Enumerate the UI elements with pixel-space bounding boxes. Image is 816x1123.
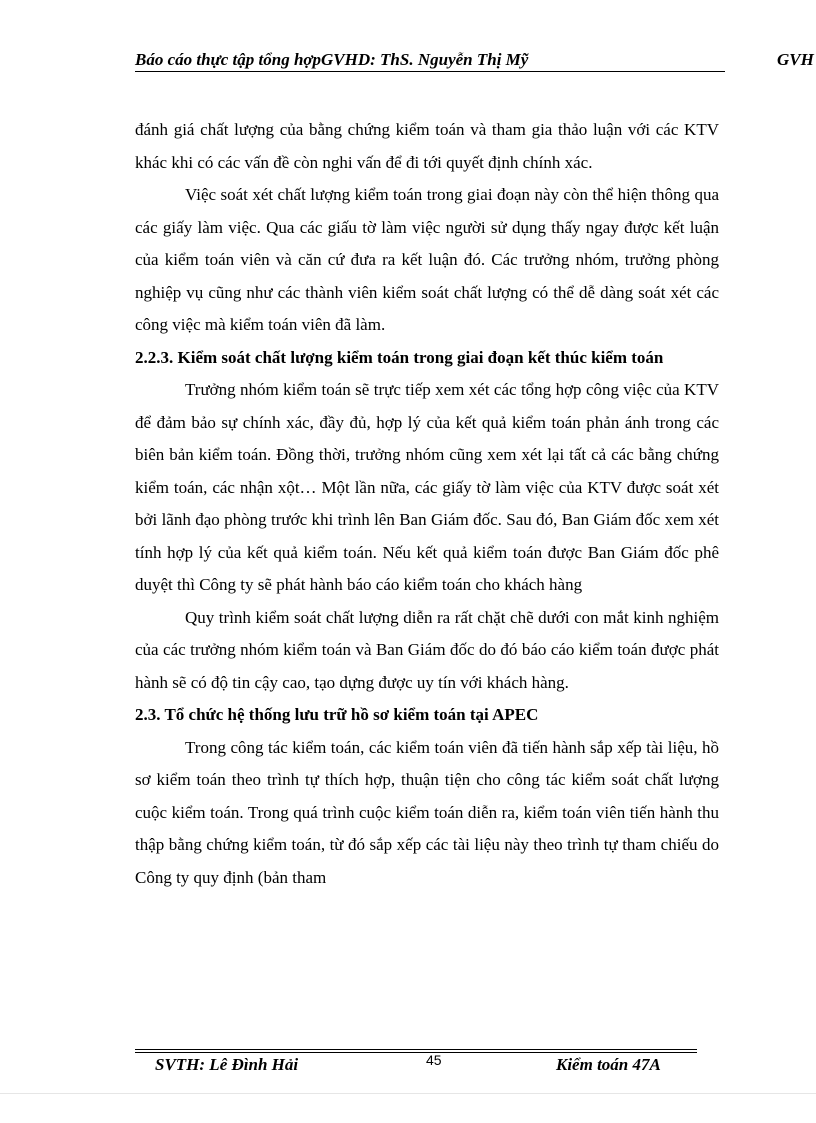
footer-rule bbox=[135, 1052, 697, 1053]
paragraph-continued: đánh giá chất lượng của bằng chứng kiểm toán và tham gia thảo luận với các KTV khác khi có các vấn đề còn nghi vấn để đi tới quyết định chính xác. bbox=[135, 120, 719, 172]
section-heading: 2.2.3. Kiểm soát chất lượng kiểm toán trong giai đoạn kết thúc kiểm toán bbox=[135, 347, 664, 367]
page-number: 45 bbox=[426, 1052, 442, 1068]
footer-author: SVTH: Lê Đình Hải bbox=[155, 1055, 299, 1074]
paragraph: Trưởng nhóm kiểm toán sẽ trực tiếp xem xét các tổng hợp công việc của KTV để đảm bảo sự chính xác, đầy đủ, hợp lý của kết quả kiểm toán phản ánh trong các biên bản kiểm toán. Đồng thời, trưởng nhóm cũng xem xét lại tất cả các bằng chứng kiểm toán, các nhận xột… Một lần nữa, các giấy tờ làm việc của KTV được soát xét bởi lãnh đạo phòng trước khi trình lên Ban Giám đốc. Sau đó, Ban Giám đốc xem xét tính hợp lý của kết quả kiểm toán. Nếu kết quả kiểm toán được Ban Giám đốc phê duyệt thì Công ty sẽ phát hành báo cáo kiểm toán cho khách hàng bbox=[135, 380, 719, 594]
running-header-overflow: GVH bbox=[777, 50, 814, 69]
paragraph: Việc soát xét chất lượng kiểm toán trong giai đoạn này còn thể hiện thông qua các giấy làm việc. Qua các giấu tờ làm việc người sử dụng thấy ngay được kết luận của kiểm toán viên và căn cứ đưa ra kết luận đó. Các trưởng nhóm, trưởng phòng nghiệp vụ cũng như các thành viên kiểm soát chất lượng có thể dễ dàng soát xét các công việc mà kiểm toán viên đã làm. bbox=[135, 185, 719, 334]
page-edge-divider bbox=[0, 1093, 816, 1094]
section-heading: 2.3. Tổ chức hệ thống lưu trữ hồ sơ kiểm toán tại APEC bbox=[135, 705, 539, 724]
paragraph: Quy trình kiểm soát chất lượng diễn ra rất chặt chẽ dưới con mắt kinh nghiệm của các trưởng nhóm kiểm toán và Ban Giám đốc do đó báo cáo kiểm toán được phát hành sẽ có độ tin cậy cao, tạo dựng được uy tín với khách hàng. bbox=[135, 607, 719, 692]
footer-class: Kiểm toán 47A bbox=[556, 1055, 661, 1074]
paragraph: Trong công tác kiểm toán, các kiểm toán viên đã tiến hành sắp xếp tài liệu, hồ sơ kiểm toán theo trình tự thích hợp, thuận tiện cho công tác kiểm soát chất lượng cuộc kiểm toán. Trong quá trình cuộc kiểm toán diễn ra, kiểm toán viên tiến hành thu thập bằng chứng kiểm toán, từ đó sắp xếp các tài liệu này theo trình tự tham chiếu do Công ty quy định (bản tham bbox=[135, 737, 719, 887]
page-body bbox=[135, 114, 719, 894]
footer-rule bbox=[135, 1049, 697, 1050]
running-header: Báo cáo thực tập tổng hợpGVHD: ThS. Nguyễn Thị Mỹ bbox=[135, 50, 725, 72]
